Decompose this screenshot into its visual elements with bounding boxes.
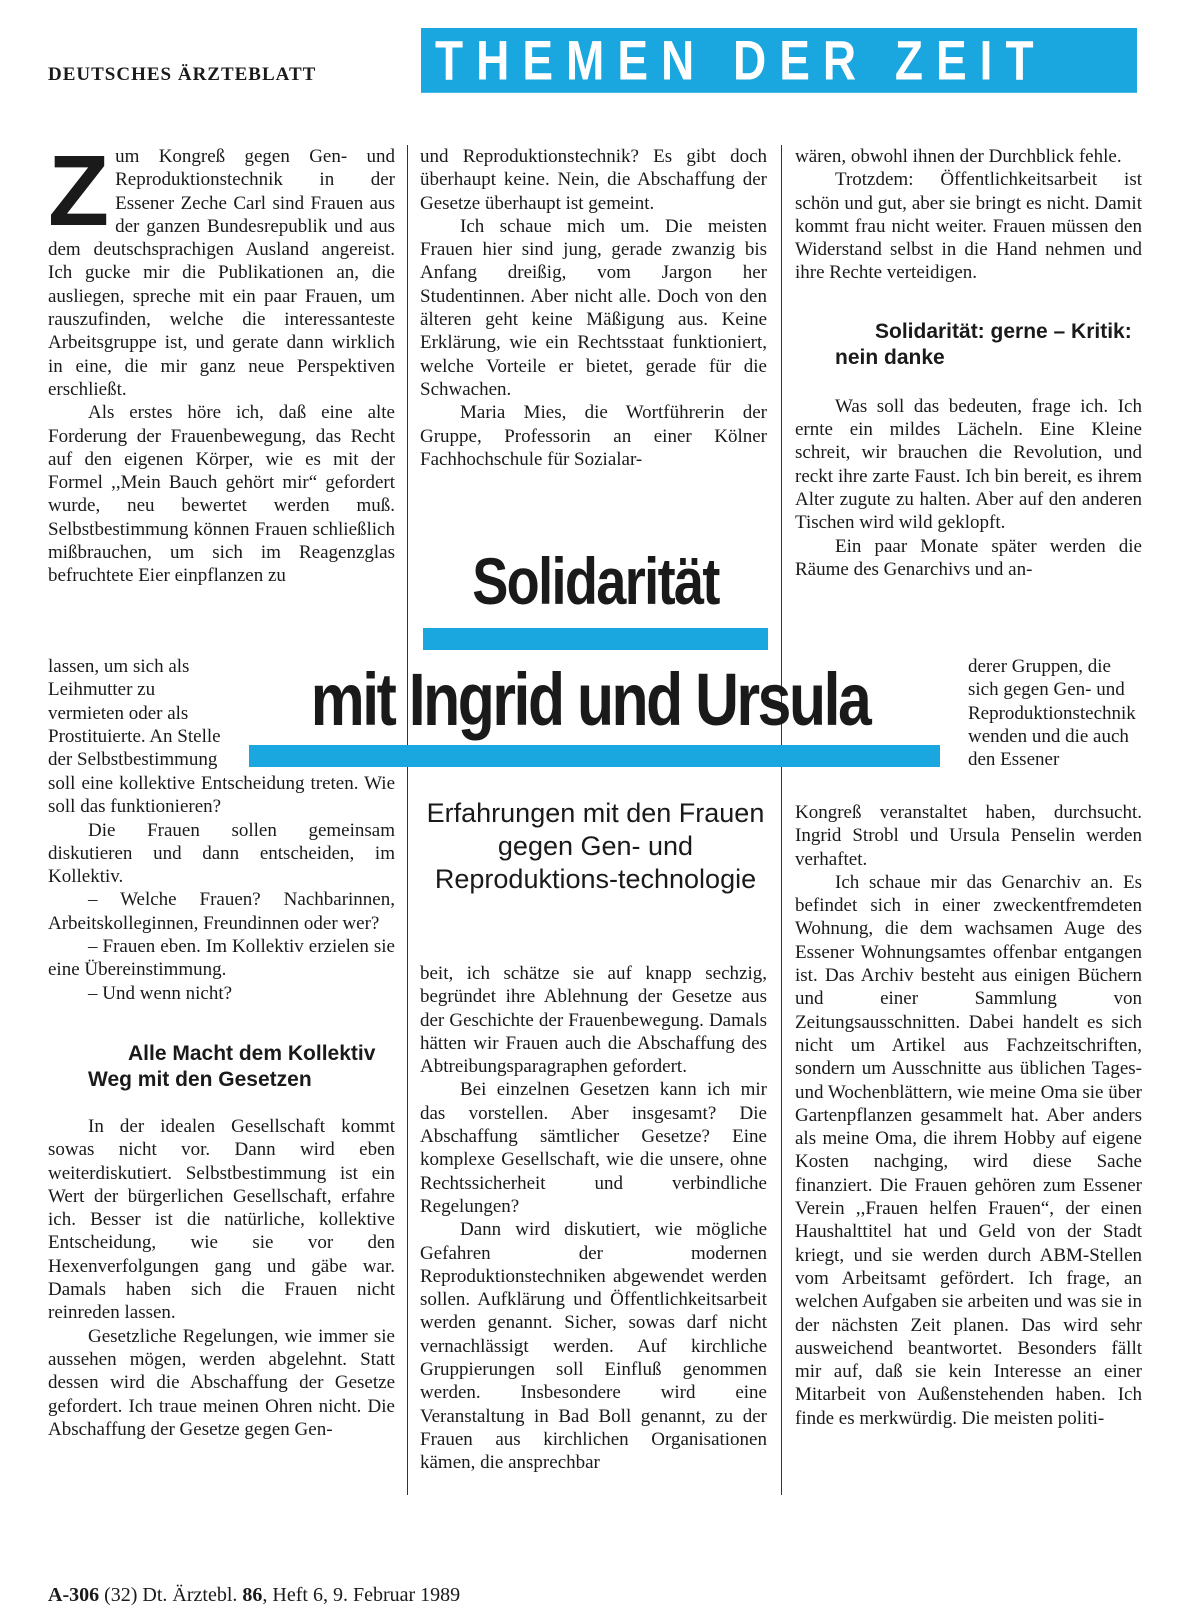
column-1-middle	[48, 772, 395, 1441]
subheading: Solidarität: gerne – Kritik: nein danke	[835, 319, 1132, 369]
column-3-bottom	[795, 801, 1142, 1430]
drop-cap: Z	[48, 135, 110, 247]
paragraph: – Welche Frauen? Nachbarinnen, Arbeitskolleginnen, Freundinnen oder wer?	[48, 889, 395, 934]
paragraph: beit, ich schätze sie auf knapp sechzig, begründet ihre Ablehnung der Gesetze aus der Geschichte der Frauenbewegung. Damals hätten wir Frauen auch die Abschaffung des Abtreibungsparagraphen gefordert.	[420, 963, 767, 1078]
paragraph: – Und wenn nicht?	[88, 982, 233, 1004]
issue-date: , Heft 6, 9. Februar 1989	[262, 1584, 461, 1606]
paragraph: und Reproduktionstechnik? Es gibt doch überhaupt keine. Nein, die Abschaffung der Gesetze überhaupt ist gemeint.	[420, 146, 767, 214]
paragraph: Ich schaue mir das Genarchiv an. Es befindet sich in einer zweckentfremdeten Wohnung, die dem wachsamen Auge des Essener Wohnungsamtes offenbar entgangen ist. Das Archiv besteht aus einigen Büchern und einer Sammlung von Zeitungsausschnitten. Dabei handelt es sich nicht um Artikel aus Fachzeitschriften, sondern um Ausschnitte aus üblichen Tages- und Wochenblättern, wie meine Oma sie über Gartenpflanzen gesammelt hat. Aber anders als meine Oma, die ihrem Hobby auf eigene Kosten nachging, wird diese Sache finanziert. Die Frauen gehören zum Essener Verein ,,Frauen helfen Frauen“, der einen Haushalttitel hat und Geld von der Stadt kriegt, und sie werden durch ABM-Stellen vom Arbeitsamt gefördert. Ich frage, an welchen Aufgaben sie arbeiten und was sie in der nächsten Zeit planen. Das wird sehr ausweichend beantwortet. Besonders fällt mir auf, daß sie kein Interesse an einer Mitarbeit von Außenstehenden haben. Ich finde es merkwürdig. Die meisten politi-	[795, 871, 1142, 1429]
column-2-top	[420, 145, 767, 471]
column-1-wrap	[48, 655, 223, 771]
column-1-top	[48, 135, 395, 588]
paragraph: Die Frauen sollen gemeinsam diskutieren und dann entscheiden, im Kollektiv.	[48, 819, 395, 888]
paragraph: Ich schaue mich um. Die meisten Frauen hier sind jung, gerade zwanzig bis Anfang dreißig, vom Jargon her Studentinnen. Aber nicht alle. Doch von den älteren geht keine Mäßigung aus. Keine Erklärung, wie ein Rechtsstaat funktioniert, welche Vorteile er bietet, gerade für die Schwachen.	[420, 215, 767, 400]
paragraph: In der idealen Gesellschaft kommt sowas nicht vor. Dann wird eben weiterdiskutiert. Selbstbestimmung ist ein Wert der bürgerlichen Gesellschaft, erfahre ich. Besser ist die natürliche, kollektive Entscheidung, wie sie vor den Hexenverfolgungen gang und gäbe war. Damals haben sich die Frauen nicht reinreden lassen.	[48, 1115, 395, 1324]
paragraph: Maria Mies, die Wortführerin der Gruppe, Professorin an einer Kölner Fachhochschule für Sozialar-	[420, 402, 767, 470]
paragraph: Als erstes höre ich, daß eine alte Forderung der Frauenbewegung, das Recht auf den eigenen Körper, wie es mit der Formel ,,Mein Bauch gehört mir“ gefordert wurde, neu bewertet werden muß. Selbstbestimmung können Frauen schließlich mißbrauchen, um sich im Reagenzglas befruchtete Eier einpflanzen zu	[48, 402, 395, 587]
page-footer	[48, 1584, 460, 1607]
paragraph: soll eine kollektive Entscheidung treten. Wie soll das funktionieren?	[48, 773, 395, 818]
subtitle: Erfahrungen mit den Frauen gegen Gen- und Reproduktions-technologie	[426, 798, 765, 894]
column-2-bottom	[420, 962, 767, 1475]
paragraph: derer Gruppen, die sich gegen Gen- und Reproduktionstechnik wenden und die auch den Essener	[968, 656, 1136, 771]
subheading: Alle Macht dem Kollektiv Weg mit den Gesetzen	[88, 1041, 376, 1091]
column-3-top	[795, 145, 1142, 581]
journal-citation: (32) Dt. Ärztebl.	[104, 1584, 238, 1606]
lead-paragraph: Zum Kongreß gegen Gen- und Reproduktionstechnik in der Essener Zeche Carl sind Frauen aus der ganzen Bundesrepublik und aus dem deutschsprachigen Ausland angereist. Ich gucke mir die Publikationen an, die ausliegen, spreche mit ein paar Frauen, um rauszufinden, welche die interessanteste Arbeitsgruppe ist, und gerate dann wirklich in eine, die mir ganz neue Perspektiven erschließt.	[48, 135, 395, 400]
paragraph: Trotzdem: Öffentlichkeitsarbeit ist schön und gut, aber sie bringt es nicht. Damit kommt frau nicht weiter. Frauen müssen den Widerstand selbst in die Hand nehmen und ihre Rechte verteidigen.	[795, 169, 1142, 284]
column-3-wrap	[968, 655, 1142, 771]
paragraph: wären, obwohl ihnen der Durchblick fehle.	[795, 146, 1122, 167]
paragraph: Was soll das bedeuten, frage ich. Ich ernte ein mildes Lächeln. Eine Kleine schreit, wir brauchen die Revolution, und reckt ihre zarte Faust. Ich bin bereit, es ihrem Alter zugute zu halten. Aber auf den anderen Tischen wird wild geklopft.	[795, 395, 1142, 534]
headline-bar	[423, 628, 768, 650]
paragraph: Ein paar Monate später werden die Räume des Genarchivs und an-	[795, 535, 1142, 580]
column-rule	[407, 145, 408, 1495]
headline-line-2: mit Ingrid und Ursula	[310, 658, 870, 741]
paragraph: Bei einzelnen Gesetzen kann ich mir das vorstellen. Aber insgesamt? Die Abschaffung sämtlicher Gesetze? Eine komplexe Gesellschaft, wie die unsere, ohne Rechtssicherheit und verbindliche Regelungen?	[420, 1079, 767, 1217]
page-number: A-306	[48, 1584, 100, 1606]
headline-line-1: Solidarität	[472, 544, 719, 618]
volume-number: 86	[242, 1584, 263, 1606]
paragraph: – Frauen eben. Im Kollektiv erzielen sie eine Übereinstimmung.	[48, 936, 395, 981]
paragraph: Dann wird diskutiert, wie mögliche Gefahren der modernen Reproduktionstechniken abgewendet werden sollen. Aufklärung und Öffentlichkeitsarbeit werden genannt. Sicher, sowas darf nicht vernachlässigt werden. Auf kirchliche Gruppierungen soll Einfluß genommen werden. Insbesondere wird eine Veranstaltung in Bad Boll genannt, zu der Frauen aus kirchlichen Organisationen kämen, die ansprechbar	[420, 1219, 767, 1474]
headline-bar	[249, 745, 940, 767]
paragraph: Gesetzliche Regelungen, wie immer sie aussehen mögen, werden abgelehnt. Statt dessen wird die Abschaffung der Gesetze gefordert. Ich traue meinen Ohren nicht. Die Abschaffung der Gesetze gegen Gen-	[48, 1325, 395, 1440]
column-rule	[781, 145, 782, 1495]
paragraph: Kongreß veranstaltet haben, durchsucht. Ingrid Strobl und Ursula Penselin werden verhaftet.	[795, 802, 1142, 870]
masthead: DEUTSCHES ÄRZTEBLATT	[48, 64, 317, 85]
paragraph: lassen, um sich als Leihmutter zu vermieten oder als Prostituierte. An Stelle der Selbstbestimmung	[48, 656, 221, 771]
section-banner: THEMEN DER ZEIT	[421, 28, 1137, 93]
